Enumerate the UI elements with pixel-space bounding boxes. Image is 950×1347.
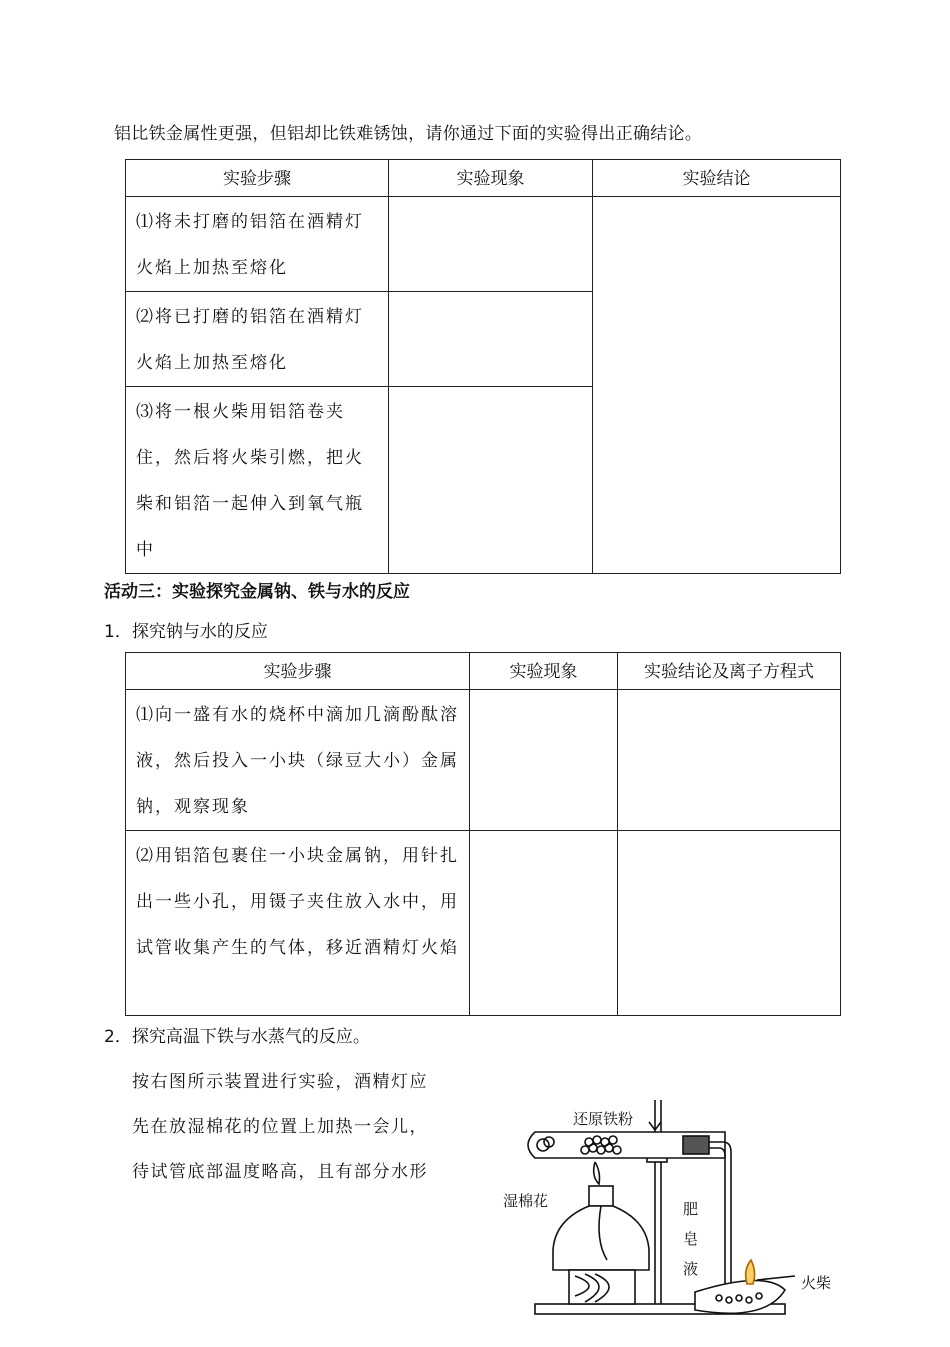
label-char: 皂 bbox=[683, 1230, 699, 1248]
header-step: 实验步骤 bbox=[126, 160, 389, 197]
header-phenomenon: 实验现象 bbox=[389, 160, 593, 197]
label-soap-solution bbox=[683, 1194, 698, 1284]
step-cell: ⑶将一根火柴用铝箔卷夹住，然后将火柴引燃，把火柴和铝箔一起伸入到氧气瓶中 bbox=[126, 387, 389, 574]
lamp-cap bbox=[589, 1186, 613, 1206]
iron-steam-apparatus-figure bbox=[495, 1090, 855, 1342]
match-flame bbox=[746, 1260, 755, 1284]
activity-heading: 活动三：实验探究金属钠、铁与水的反应 bbox=[104, 582, 410, 602]
phenomenon-cell[interactable] bbox=[470, 690, 618, 831]
step-cell: ⑴向一盛有水的烧杯中滴加几滴酚酞溶液，然后投入一小块（绿豆大小）金属钠，观察现象 bbox=[126, 690, 470, 831]
table-row bbox=[126, 831, 841, 1016]
header-phenomenon: 实验现象 bbox=[470, 653, 618, 690]
step-cell: ⑵将已打磨的铝箔在酒精灯火焰上加热至熔化 bbox=[126, 292, 389, 387]
phenomenon-cell[interactable] bbox=[470, 831, 618, 1016]
label-char: 液 bbox=[683, 1260, 699, 1278]
label-wet-cotton: 湿棉花 bbox=[503, 1192, 549, 1210]
table-header-row bbox=[126, 160, 841, 197]
label-iron-powder: 还原铁粉 bbox=[573, 1110, 634, 1128]
section-title: 2．探究高温下铁与水蒸气的反应。 bbox=[104, 1027, 370, 1047]
conclusion-cell[interactable] bbox=[593, 197, 841, 574]
section-paragraph bbox=[132, 1060, 472, 1195]
burner-flame bbox=[594, 1162, 600, 1184]
conclusion-cell[interactable] bbox=[618, 690, 841, 831]
paragraph-line: 先在放湿棉花的位置上加热一会儿， bbox=[132, 1117, 428, 1137]
step-cell: ⑵用铝箔包裹住一小块金属钠，用针扎出一些小孔，用镊子夹住放入水中，用试管收集产生的气体，移近酒精灯火焰 bbox=[126, 831, 470, 1016]
paragraph-line: 待试管底部温度略高，且有部分水形 bbox=[132, 1162, 428, 1182]
alcohol-lamp bbox=[553, 1206, 649, 1270]
apparatus-drawing bbox=[495, 1090, 855, 1342]
table-row bbox=[126, 197, 841, 292]
delivery-tube bbox=[709, 1142, 731, 1290]
wooden-block bbox=[569, 1270, 635, 1304]
conclusion-cell[interactable] bbox=[618, 831, 841, 1016]
label-match: 火柴 bbox=[801, 1274, 832, 1292]
match bbox=[757, 1276, 795, 1280]
phenomenon-cell[interactable] bbox=[389, 197, 593, 292]
table-header-row bbox=[126, 653, 841, 690]
experiment-table-aluminum bbox=[125, 159, 841, 574]
step-cell: ⑴将未打磨的铝箔在酒精灯火焰上加热至熔化 bbox=[126, 197, 389, 292]
section-title: 1．探究钠与水的反应 bbox=[104, 622, 268, 642]
table-row bbox=[126, 690, 841, 831]
label-char: 肥 bbox=[683, 1200, 699, 1218]
header-step: 实验步骤 bbox=[126, 653, 470, 690]
phenomenon-cell[interactable] bbox=[389, 387, 593, 574]
header-conclusion: 实验结论 bbox=[593, 160, 841, 197]
intro-text: 铝比铁金属性更强，但铝却比铁难锈蚀，请你通过下面的实验得出正确结论。 bbox=[114, 124, 703, 144]
header-conclusion: 实验结论及离子方程式 bbox=[618, 653, 841, 690]
stopper bbox=[683, 1136, 709, 1154]
phenomenon-cell[interactable] bbox=[389, 292, 593, 387]
experiment-table-sodium bbox=[125, 652, 841, 1016]
paragraph-line: 按右图所示装置进行实验，酒精灯应 bbox=[132, 1072, 428, 1092]
